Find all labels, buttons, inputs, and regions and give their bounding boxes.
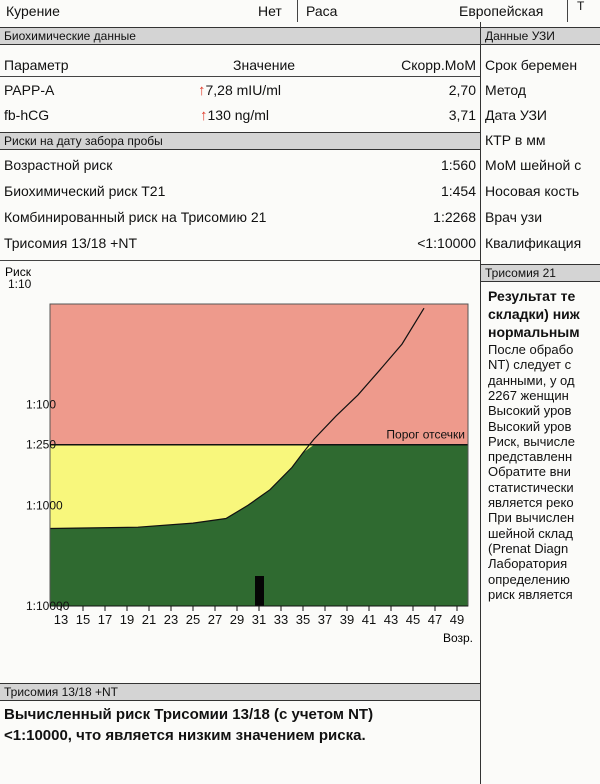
us-row-label: Метод [485, 82, 527, 98]
col-mom-header: Скорр.МоМ [401, 57, 476, 73]
t21-text-line: представленн [488, 449, 573, 465]
t21-text-line: Высокий уров [488, 403, 572, 419]
risk-biochem-label: Биохимический риск T21 [4, 183, 166, 199]
chart-xlabel: Возр. [442, 631, 473, 645]
risk-age-label: Возрастной риск [4, 157, 113, 173]
value-fb-hcg: ↑130 ng/ml [200, 107, 269, 124]
y-tick-label: 1:10000 [26, 599, 70, 613]
t21-result-bold: Результат те [488, 288, 576, 304]
y-tick-label: 1:100 [26, 397, 57, 412]
risk-t1318-value: <1:10000 [417, 235, 476, 251]
cutoff-label: Порог отсечки [386, 427, 465, 442]
smoking-label: Курение [6, 3, 60, 19]
cut-header-letter: Т [577, 0, 585, 13]
smoking-value: Нет [258, 3, 282, 19]
x-tick-label: 29 [229, 612, 245, 627]
x-tick-label: 43 [383, 612, 399, 627]
t21-result-bold: нормальным [488, 324, 580, 340]
y-tick-label: 1:1000 [26, 498, 63, 513]
risk-age-value: 1:560 [440, 157, 476, 173]
risk-chart [0, 262, 478, 706]
x-tick-label: 39 [339, 612, 355, 627]
us-row-label: Квалификация [485, 235, 582, 251]
mom-fb-hcg: 3,71 [448, 107, 476, 123]
t21-text-line: статистически [488, 479, 574, 495]
t21-text-line: Высокий уров [488, 418, 572, 434]
risk-combined-value: 1:2268 [433, 209, 476, 225]
high-risk-zone [50, 304, 468, 445]
t21-text-line: Риск, вычисле [488, 433, 575, 449]
t21-text-line: (Prenat Diagn [488, 540, 569, 556]
us-row-label: Носовая кость [485, 183, 580, 199]
x-tick-label: 19 [119, 612, 135, 627]
x-tick-label: 17 [97, 612, 113, 627]
x-tick-label: 35 [295, 612, 311, 627]
x-tick-label: 13 [53, 612, 69, 627]
t1318-result-line1: Вычисленный риск Трисомии 13/18 (с учетом NT) [4, 706, 374, 723]
us-row-label: Дата УЗИ [485, 107, 547, 123]
param-fb-hcg: fb-hCG [4, 107, 50, 123]
x-tick-label: 49 [449, 612, 465, 627]
mom-papp-a: 2,70 [448, 82, 476, 98]
y-tick-label: 1:10 [8, 277, 32, 291]
risk-combined-label: Комбинированный риск на Трисомию 21 [4, 209, 267, 225]
x-tick-label: 37 [317, 612, 333, 627]
chart-ylabel: Риск [5, 265, 31, 279]
t21-result-bold: складки) ниж [488, 306, 580, 322]
x-tick-label: 31 [251, 612, 267, 627]
t1318-result-line2: <1:10000, что является низким значением риска. [4, 727, 366, 744]
arrow-up-icon: ↑ [198, 82, 206, 99]
us-row-label: Срок беремен [485, 57, 578, 73]
x-tick-label: 15 [75, 612, 91, 627]
us-row-label: КТР в мм [485, 132, 546, 148]
race-value: Европейская [459, 3, 544, 19]
t21-text-line: При вычислен [488, 510, 575, 526]
t21-text-line: шейной склад [488, 525, 573, 541]
t21-text-line: определению [488, 571, 570, 587]
t21-text-line: NT) следует с [488, 357, 572, 373]
x-tick-label: 47 [427, 612, 443, 627]
risk-biochem-value: 1:454 [440, 183, 476, 199]
t21-text-line: риск является [488, 586, 573, 602]
x-tick-label: 27 [207, 612, 223, 627]
us-row-label: МоМ шейной с [485, 157, 582, 173]
t21-text-line: После обрабо [488, 342, 574, 357]
x-tick-label: 23 [163, 612, 179, 627]
t21-text-line: является реко [488, 495, 574, 510]
x-tick-label: 25 [185, 612, 201, 627]
t1318-section-header: Трисомия 13/18 +NT [0, 683, 480, 701]
x-tick-label: 33 [273, 612, 289, 627]
risks-section-header: Риски на дату забора пробы [0, 132, 480, 150]
race-label: Раса [306, 3, 338, 19]
x-tick-label: 41 [361, 612, 377, 627]
patient-marker [255, 576, 264, 606]
col-param-header: Параметр [4, 57, 69, 73]
value-papp-a: ↑7,28 mIU/ml [198, 82, 281, 99]
t21-text-line: Лаборатория [488, 556, 568, 572]
us-row-label: Врач узи [485, 209, 543, 225]
biochem-section-header: Биохимические данные [0, 27, 480, 45]
t21-text-line: 2267 женщин [488, 387, 569, 403]
x-tick-label: 45 [405, 612, 421, 627]
t21-section-header: Трисомия 21 [481, 264, 600, 282]
col-value-header: Значение [233, 57, 296, 73]
t21-text-line: Обратите вни [488, 464, 571, 480]
risk-t1318-label: Трисомия 13/18 +NT [4, 235, 137, 251]
t21-text-line: данными, у од [488, 372, 575, 388]
y-tick-label: 1:250 [26, 437, 57, 452]
x-tick-label: 21 [141, 612, 157, 627]
arrow-up-icon: ↑ [200, 107, 208, 124]
param-papp-a: PAPP-A [4, 82, 55, 98]
us-section-header: Данные УЗИ [481, 27, 600, 45]
